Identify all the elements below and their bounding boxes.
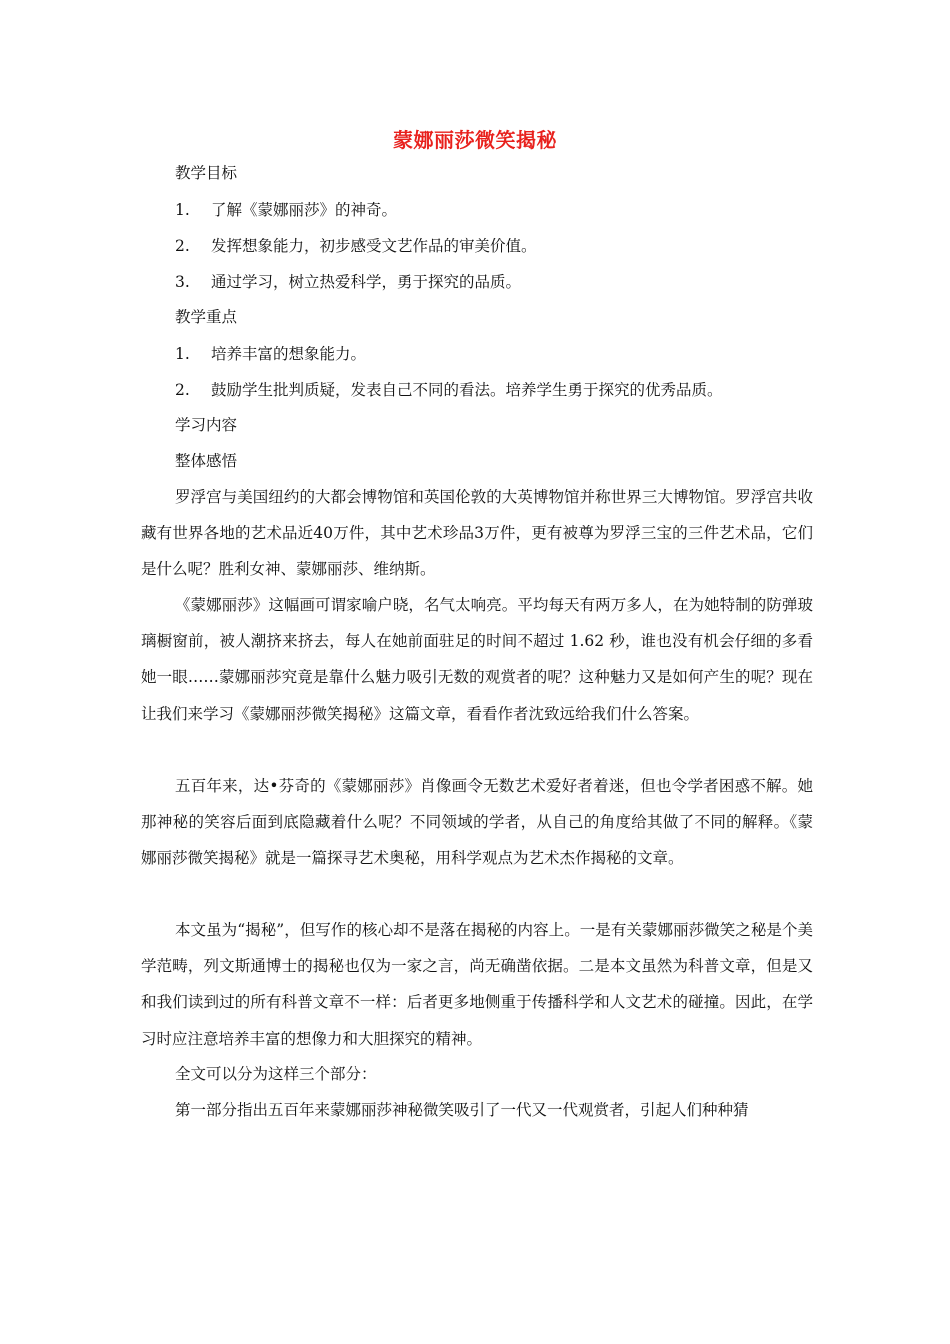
objective-text: 发挥想象能力，初步感受文艺作品的审美价值。 xyxy=(211,237,537,255)
objective-item xyxy=(175,236,537,256)
document-title: 蒙娜丽莎微笑揭秘 xyxy=(393,128,557,152)
body-paragraph: 五百年来，达•芬奇的《蒙娜丽莎》肖像画令无数艺术爱好者着迷，但也令学者困惑不解。她那神秘的笑容后面到底隐藏着什么呢？不同领域的学者，从自己的角度给其做了不同的解释。《蒙娜丽莎微笑揭秘》就是一篇探寻艺术奥秘，用科学观点为艺术杰作揭秘的文章。 xyxy=(141,777,813,868)
key-point-text: 培养丰富的想象能力。 xyxy=(211,345,367,363)
body-paragraph: 本文虽为“揭秘”，但写作的核心却不是落在揭秘的内容上。一是有关蒙娜丽莎微笑之秘是个美学范畴，列文斯通博士的揭秘也仅为一家之言，尚无确凿依据。二是本文虽然为科普文章，但是又和我们读到过的所有科普文章不一样：后者更多地侧重于传播科学和人文艺术的碰撞。因此，在学习时应注意培养丰富的想像力和大胆探究的精神。 xyxy=(141,921,813,1048)
body-paragraph: 第一部分指出五百年来蒙娜丽莎神秘微笑吸引了一代又一代观赏者，引起人们种种猜 xyxy=(175,1101,749,1119)
key-point-number: 2. xyxy=(175,381,190,399)
body-paragraph: 《蒙娜丽莎》这幅画可谓家喻户晓，名气太响亮。平均每天有两万多人，在为她特制的防弹玻璃橱窗前，被人潮挤来挤去，每人在她前面驻足的时间不超过 1.62 秒，谁也没有机会仔细的多看她一眼……蒙娜丽莎究竟是靠什么魅力吸引无数的观赏者的呢？这种魅力又是如何产生的呢？现在让我们来学习《蒙娜丽莎微笑揭秘》这篇文章，看看作者沈致远给我们什么答案。 xyxy=(141,596,813,723)
key-point-text: 鼓励学生批判质疑，发表自己不同的看法。培养学生勇于探究的优秀品质。 xyxy=(211,381,723,399)
body-paragraph: 罗浮宫与美国纽约的大都会博物馆和英国伦敦的大英博物馆并称世界三大博物馆。罗浮宫共收藏有世界各地的艺术品近40万件，其中艺术珍品3万件，更有被尊为罗浮三宝的三件艺术品，它们是什么呢？胜利女神、蒙娜丽莎、维纳斯。 xyxy=(141,488,813,579)
objective-item xyxy=(175,200,397,220)
objective-number: 2. xyxy=(175,237,190,255)
key-point-item xyxy=(175,380,723,400)
body-paragraph: 全文可以分为这样三个部分： xyxy=(175,1065,377,1083)
objective-number: 1. xyxy=(175,201,190,219)
key-point-item xyxy=(175,344,366,364)
objective-item xyxy=(175,272,521,292)
objective-number: 3. xyxy=(175,273,190,291)
key-points-heading: 教学重点 xyxy=(175,308,238,326)
objective-text: 了解《蒙娜丽莎》的神奇。 xyxy=(211,201,398,219)
content-heading: 学习内容 xyxy=(175,416,238,434)
objectives-heading: 教学目标 xyxy=(175,164,238,182)
overall-heading: 整体感悟 xyxy=(175,452,238,470)
objective-text: 通过学习，树立热爱科学，勇于探究的品质。 xyxy=(211,273,522,291)
key-point-number: 1. xyxy=(175,345,190,363)
